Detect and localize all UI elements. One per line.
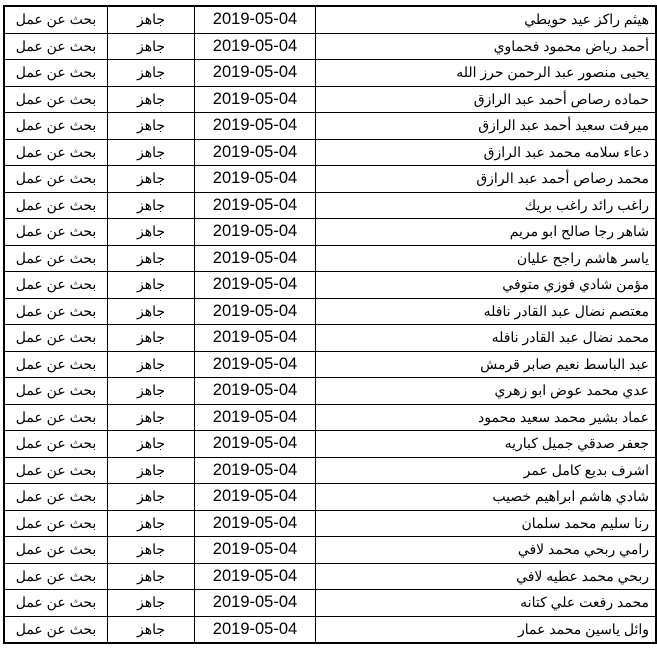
date-cell: 2019-05-04 [195, 616, 316, 643]
name-cell: محمد نضال عبد القادر نافله [316, 325, 657, 352]
date-cell: 2019-05-04 [195, 563, 316, 590]
name-cell: دعاء سلامه محمد عبد الرازق [316, 139, 657, 166]
ready-cell: جاهز [108, 378, 195, 405]
date-cell: 2019-05-04 [195, 325, 316, 352]
date-cell: 2019-05-04 [195, 166, 316, 193]
name-cell: وائل ياسين محمد عمار [316, 616, 657, 643]
table-row [4, 245, 656, 272]
ready-cell: جاهز [108, 272, 195, 299]
ready-cell: جاهز [108, 590, 195, 617]
name-cell: جعفر صدقي جميل كباريه [316, 431, 657, 458]
date-cell: 2019-05-04 [195, 510, 316, 537]
date-cell: 2019-05-04 [195, 245, 316, 272]
status-cell: بحث عن عمل [4, 139, 108, 166]
name-cell: محمد رصاص أحمد عبد الرازق [316, 166, 657, 193]
date-cell: 2019-05-04 [195, 537, 316, 564]
name-cell: رنا سليم محمد سلمان [316, 510, 657, 537]
date-cell: 2019-05-04 [195, 113, 316, 140]
date-cell: 2019-05-04 [195, 298, 316, 325]
status-cell: بحث عن عمل [4, 86, 108, 113]
date-cell: 2019-05-04 [195, 431, 316, 458]
table-row [4, 33, 656, 60]
date-cell: 2019-05-04 [195, 590, 316, 617]
status-cell: بحث عن عمل [4, 6, 108, 33]
date-cell: 2019-05-04 [195, 457, 316, 484]
ready-cell: جاهز [108, 537, 195, 564]
name-cell: ميرفت سعيد أحمد عبد الرازق [316, 113, 657, 140]
table-row [4, 86, 656, 113]
status-cell: بحث عن عمل [4, 378, 108, 405]
name-cell: ربحي محمد عطيه لافي [316, 563, 657, 590]
status-cell: بحث عن عمل [4, 272, 108, 299]
name-cell: شادي هاشم ابراهيم خصيب [316, 484, 657, 511]
date-cell: 2019-05-04 [195, 351, 316, 378]
status-cell: بحث عن عمل [4, 563, 108, 590]
status-cell: بحث عن عمل [4, 510, 108, 537]
table-row [4, 6, 656, 33]
name-cell: عبد الباسط نعيم صابر قرمش [316, 351, 657, 378]
ready-cell: جاهز [108, 298, 195, 325]
status-cell: بحث عن عمل [4, 590, 108, 617]
status-cell: بحث عن عمل [4, 325, 108, 352]
status-cell: بحث عن عمل [4, 192, 108, 219]
status-cell: بحث عن عمل [4, 484, 108, 511]
ready-cell: جاهز [108, 431, 195, 458]
ready-cell: جاهز [108, 563, 195, 590]
date-cell: 2019-05-04 [195, 404, 316, 431]
ready-cell: جاهز [108, 192, 195, 219]
date-cell: 2019-05-04 [195, 33, 316, 60]
status-cell: بحث عن عمل [4, 33, 108, 60]
ready-cell: جاهز [108, 245, 195, 272]
table-row [4, 272, 656, 299]
table-row [4, 166, 656, 193]
table-row [4, 616, 656, 643]
status-cell: بحث عن عمل [4, 166, 108, 193]
date-cell: 2019-05-04 [195, 192, 316, 219]
status-cell: بحث عن عمل [4, 351, 108, 378]
table-row [4, 457, 656, 484]
status-cell: بحث عن عمل [4, 431, 108, 458]
ready-cell: جاهز [108, 484, 195, 511]
table-row [4, 219, 656, 246]
name-cell: رامي ربحي محمد لافي [316, 537, 657, 564]
ready-cell: جاهز [108, 166, 195, 193]
name-cell: محمد رفعت علي كتانه [316, 590, 657, 617]
table-row [4, 378, 656, 405]
ready-cell: جاهز [108, 351, 195, 378]
date-cell: 2019-05-04 [195, 219, 316, 246]
table-row [4, 192, 656, 219]
ready-cell: جاهز [108, 6, 195, 33]
table-row [4, 563, 656, 590]
table-row [4, 351, 656, 378]
table-row [4, 325, 656, 352]
ready-cell: جاهز [108, 510, 195, 537]
ready-cell: جاهز [108, 33, 195, 60]
status-cell: بحث عن عمل [4, 404, 108, 431]
table-row [4, 431, 656, 458]
records-table-body [4, 6, 656, 643]
ready-cell: جاهز [108, 86, 195, 113]
table-row [4, 60, 656, 87]
table-row [4, 139, 656, 166]
date-cell: 2019-05-04 [195, 6, 316, 33]
date-cell: 2019-05-04 [195, 86, 316, 113]
name-cell: أحمد رياض محمود فحماوي [316, 33, 657, 60]
status-cell: بحث عن عمل [4, 219, 108, 246]
name-cell: هيثم راكز عيد حويطي [316, 6, 657, 33]
date-cell: 2019-05-04 [195, 60, 316, 87]
name-cell: معتصم نضال عبد القادر نافله [316, 298, 657, 325]
ready-cell: جاهز [108, 139, 195, 166]
table-row [4, 298, 656, 325]
name-cell: عماد بشير محمد سعيد محمود [316, 404, 657, 431]
records-table [3, 5, 657, 644]
table-row [4, 404, 656, 431]
ready-cell: جاهز [108, 457, 195, 484]
table-row [4, 113, 656, 140]
ready-cell: جاهز [108, 60, 195, 87]
name-cell: اشرف بديع كامل عمر [316, 457, 657, 484]
name-cell: راغب رائد راغب بريك [316, 192, 657, 219]
ready-cell: جاهز [108, 219, 195, 246]
name-cell: ياسر هاشم راجح عليان [316, 245, 657, 272]
status-cell: بحث عن عمل [4, 537, 108, 564]
table-row [4, 537, 656, 564]
status-cell: بحث عن عمل [4, 113, 108, 140]
ready-cell: جاهز [108, 113, 195, 140]
name-cell: يحيى منصور عبد الرحمن حرز الله [316, 60, 657, 87]
name-cell: حماده رصاص أحمد عبد الرازق [316, 86, 657, 113]
status-cell: بحث عن عمل [4, 616, 108, 643]
ready-cell: جاهز [108, 325, 195, 352]
name-cell: عدي محمد عوض ابو زهري [316, 378, 657, 405]
date-cell: 2019-05-04 [195, 484, 316, 511]
name-cell: شاهر رجا صالح ابو مريم [316, 219, 657, 246]
table-row [4, 510, 656, 537]
date-cell: 2019-05-04 [195, 378, 316, 405]
status-cell: بحث عن عمل [4, 245, 108, 272]
ready-cell: جاهز [108, 404, 195, 431]
date-cell: 2019-05-04 [195, 272, 316, 299]
status-cell: بحث عن عمل [4, 60, 108, 87]
status-cell: بحث عن عمل [4, 298, 108, 325]
status-cell: بحث عن عمل [4, 457, 108, 484]
table-row [4, 484, 656, 511]
date-cell: 2019-05-04 [195, 139, 316, 166]
table-row [4, 590, 656, 617]
name-cell: مؤمن شادي فوزي متوفي [316, 272, 657, 299]
ready-cell: جاهز [108, 616, 195, 643]
